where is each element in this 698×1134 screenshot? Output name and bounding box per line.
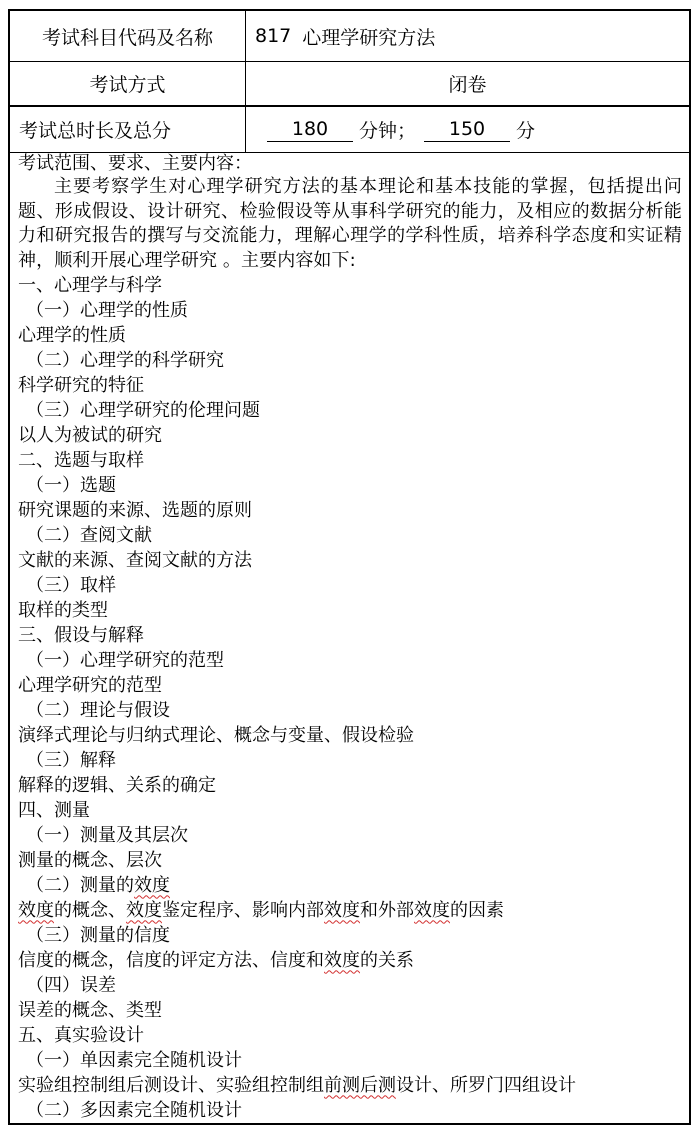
- score-unit: 分: [516, 120, 536, 142]
- content-line: 文献的来源、查阅文献的方法: [18, 550, 252, 572]
- row-mode: [10, 62, 689, 107]
- exam-syllabus-table: [8, 9, 691, 1125]
- content-line: 心理学研究的范型: [18, 675, 162, 697]
- score-value: 150: [424, 117, 510, 142]
- content-line: 研究课题的来源、选题的原则: [18, 500, 252, 522]
- content-line: 科学研究的特征: [18, 375, 144, 397]
- subject-label: 考试科目代码及名称: [41, 26, 213, 49]
- content-line: 心理学的性质: [18, 325, 126, 347]
- subject-name: 心理学研究方法: [302, 26, 436, 49]
- subsection-heading: （一）心理学研究的范型: [26, 650, 224, 672]
- subsection-heading: （二）查阅文献: [26, 525, 152, 547]
- mode-label: 考试方式: [89, 74, 166, 96]
- subsection-heading: （二）多因素完全随机设计: [26, 1100, 242, 1122]
- intro-title: 考试范围、要求、主要内容：: [18, 153, 252, 174]
- duration-label: 考试总时长及总分: [19, 120, 172, 142]
- section-heading: 五、真实验设计: [18, 1025, 144, 1047]
- subject-code: 817: [255, 25, 292, 47]
- subsection-heading: （一）单因素完全随机设计: [26, 1050, 242, 1072]
- row-subject: [10, 11, 689, 62]
- subsection-heading: （一）测量及其层次: [26, 825, 188, 847]
- subsection-heading: （一）心理学的性质: [26, 300, 188, 322]
- section-heading: 三、假设与解释: [18, 625, 144, 647]
- duration-unit: 分钟；: [359, 120, 417, 142]
- content-line: 演绎式理论与归纳式理论、概念与变量、假设检验: [18, 725, 414, 747]
- subsection-heading: （二）测量的效度: [26, 875, 170, 897]
- content-line: 效度的概念、效度鉴定程序、影响内部效度和外部效度的因素: [18, 900, 504, 922]
- subsection-heading: （三）心理学研究的伦理问题: [26, 400, 260, 422]
- subject-value: [246, 11, 689, 61]
- intro-paragraph: 主要考察学生对心理学研究方法的基本理论和基本技能的掌握，包括提出问题、形成假设、设计研究、检验假设等从事科学研究的能力，及相应的数据分析能力和研究报告的撰写与交流能力，理解心理学的学科性质，培养科学态度和实证精神，顺利开展心理学研究 。主要内容如下:: [18, 176, 682, 271]
- duration-value: 180: [267, 117, 353, 142]
- content-line: 实验组控制组后测设计、实验组控制组前测后测设计、所罗门四组设计: [18, 1075, 576, 1097]
- content-line: 以人为被试的研究: [18, 425, 162, 447]
- duration-value-cell: [246, 107, 689, 152]
- section-heading: 一、心理学与科学: [18, 275, 162, 297]
- subsection-heading: （四）误差: [26, 975, 116, 997]
- subsection-heading: （三）测量的信度: [26, 925, 170, 947]
- subsection-heading: （二）理论与假设: [26, 700, 170, 722]
- section-heading: 二、选题与取样: [18, 450, 144, 472]
- content-line: 信度的概念，信度的评定方法、信度和效度的关系: [18, 950, 414, 972]
- mode-value: 闭卷: [448, 74, 487, 96]
- content-line: 误差的概念、类型: [18, 1000, 162, 1022]
- section-heading: 四、测量: [18, 800, 90, 822]
- syllabus-content: [10, 153, 689, 1123]
- content-line: 解释的逻辑、关系的确定: [18, 775, 216, 797]
- content-line: 测量的概念、层次: [18, 850, 162, 872]
- column-divider: [245, 11, 246, 153]
- outline-list: [18, 273, 682, 1123]
- row-duration: [10, 107, 689, 153]
- content-line: 取样的类型: [18, 600, 108, 622]
- subsection-heading: （三）取样: [26, 575, 116, 597]
- subsection-heading: （一）选题: [26, 475, 116, 497]
- subsection-heading: （二）心理学的科学研究: [26, 350, 224, 372]
- subsection-heading: （三）解释: [26, 750, 116, 772]
